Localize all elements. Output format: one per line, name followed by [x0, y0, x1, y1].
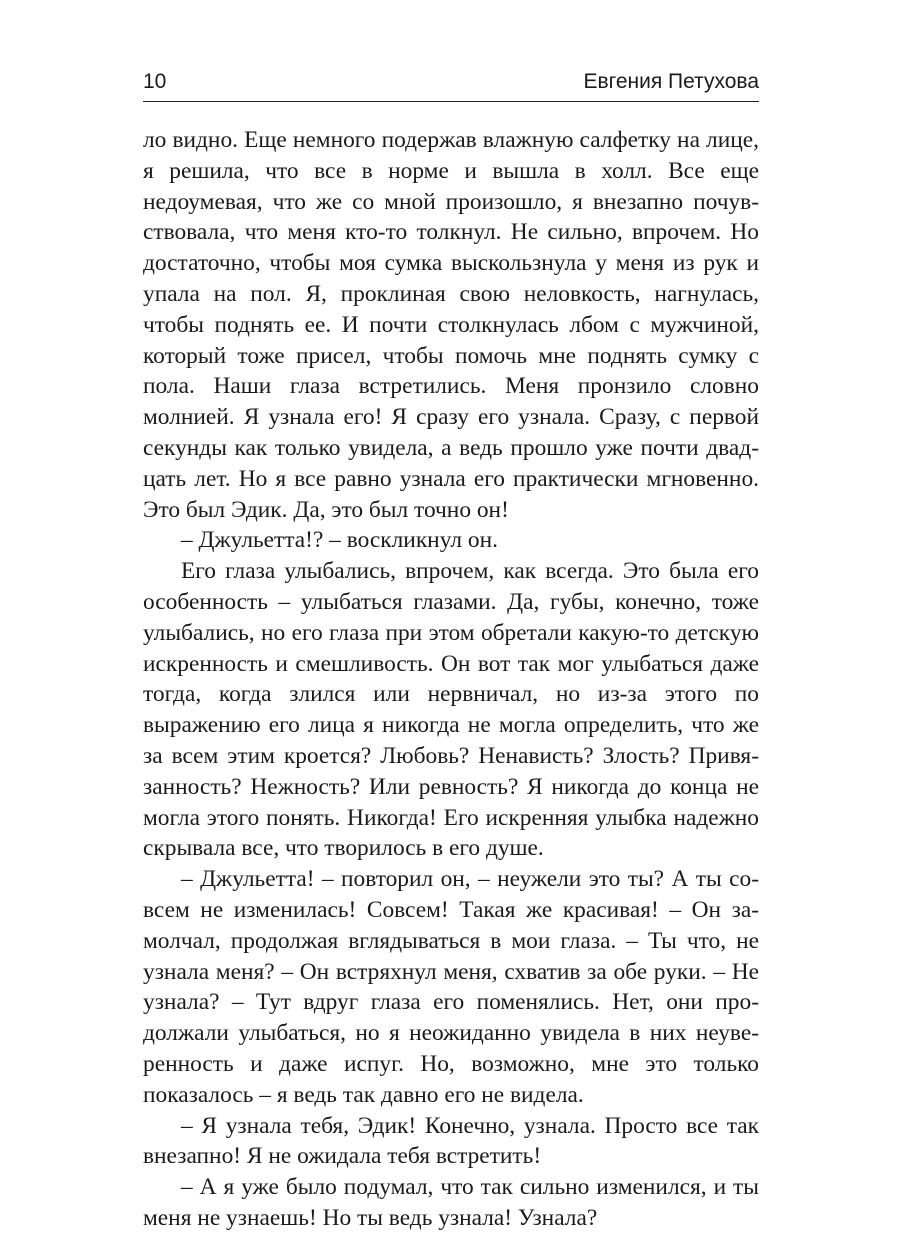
author-name: Евгения Петухова [583, 70, 759, 93]
paragraph: – Я узнала тебя, Эдик! Конечно, узнала. Просто все так внезапно! Я не ожидала тебя встретить! [143, 1112, 759, 1170]
page-number: 10 [143, 70, 167, 93]
body-text [143, 125, 759, 1234]
paragraph: ло видно. Еще немного подержав влажную салфетку на лице, я решила, что все в норме и вышла в холл. Все еще недоумевая, что же со мной произошло, я внезапно почувствовала, что меня кто-то толкнул. Не сильно, впрочем. Но достаточно, чтобы моя сумка выскользнула у меня из рук и упала на пол. Я, проклиная свою неловкость, нагнулась, чтобы поднять ее. И почти столкнулась лбом с мужчиной, который тоже присел, чтобы помочь мне поднять сумку с пола. Наши глаза встретились. Меня пронзило словно молнией. Я узнала его! Я сразу его узнала. Сразу, с первой секунды как только увидела, а ведь прошло уже почти двадцать лет. Но я все равно узнала его практически мгновенно. Это был Эдик. Да, это был точно он! [143, 127, 759, 523]
paragraph: Его глаза улыбались, впрочем, как всегда. Это была его особенность – улыбаться глазами. Да, губы, конечно, тоже улыбались, но его глаза при этом обретали какую-то детскую искренность и смешливость. Он вот так мог улыбаться даже тогда, когда злился или нервничал, но из-за этого по выражению его лица я никогда не могла определить, что же за всем этим кроется? Любовь? Ненависть? Злость? Привязанность? Нежность? Или ревность? Я никогда до конца не могла этого понять. Никогда! Его искренняя улыбка надежно скрывала все, что творилось в его душе. [143, 558, 759, 862]
running-header [143, 70, 759, 102]
book-page [143, 70, 759, 1234]
paragraph: – А я уже было подумал, что так сильно изменился, и ты меня не узнаешь! Но ты ведь узнала! Узнала? [143, 1174, 759, 1231]
paragraph: – Джульетта!? – воскликнул он. [181, 527, 498, 554]
paragraph: – Джульетта! – повторил он, – неужели это ты? А ты совсем не изменилась! Совсем! Такая же красивая! – Он замолчал, продолжая вглядываться в мои глаза. – Ты что, не узнала меня? – Он встряхнул меня, схватив за обе руки. – Не узнала? – Тут вдруг глаза его поменялись. Нет, они продолжали улыбаться, но я неожиданно увидела в них неуверенность и даже испуг. Но, возможно, мне это только показалось – я ведь так давно его не видела. [143, 866, 759, 1108]
